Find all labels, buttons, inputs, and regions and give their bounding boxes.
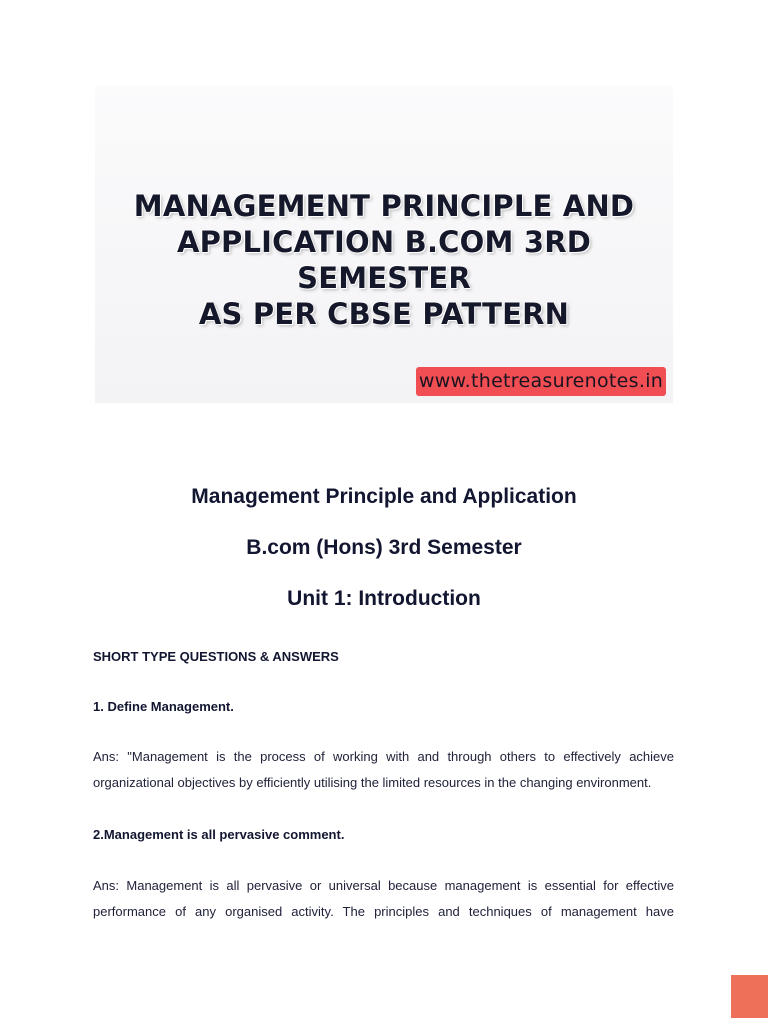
question-2: 2.Management is all pervasive comment. [93, 827, 345, 842]
banner-title-line: APPLICATION B.COM 3RD SEMESTER [176, 225, 592, 295]
banner-title [95, 188, 673, 332]
banner-title-line: AS PER CBSE PATTERN [198, 297, 570, 331]
unit-title: Unit 1: Introduction [287, 587, 481, 610]
answer-1 [93, 744, 674, 796]
answer-2 [93, 873, 674, 925]
answer-line: performance of any organised activity. The principles and techniques of management have [93, 904, 674, 919]
question-1: 1. Define Management. [93, 699, 234, 714]
document-title: Management Principle and Application [191, 485, 577, 508]
course-title: B.com (Hons) 3rd Semester [246, 536, 522, 559]
corner-action-button[interactable] [731, 975, 768, 1018]
answer-line: organizational objectives by efficiently utilising the limited resources in the changing environment. [93, 775, 652, 790]
section-label: SHORT TYPE QUESTIONS & ANSWERS [93, 649, 339, 664]
website-link[interactable]: www.thetreasurenotes.in [416, 367, 666, 396]
banner-title-line: MANAGEMENT PRINCIPLE AND [133, 189, 635, 223]
answer-line: Ans: "Management is the process of working with and through others to effectively achieve [93, 749, 674, 764]
cover-banner [95, 85, 673, 403]
answer-line: Ans: Management is all pervasive or universal because management is essential for effective [93, 878, 674, 893]
